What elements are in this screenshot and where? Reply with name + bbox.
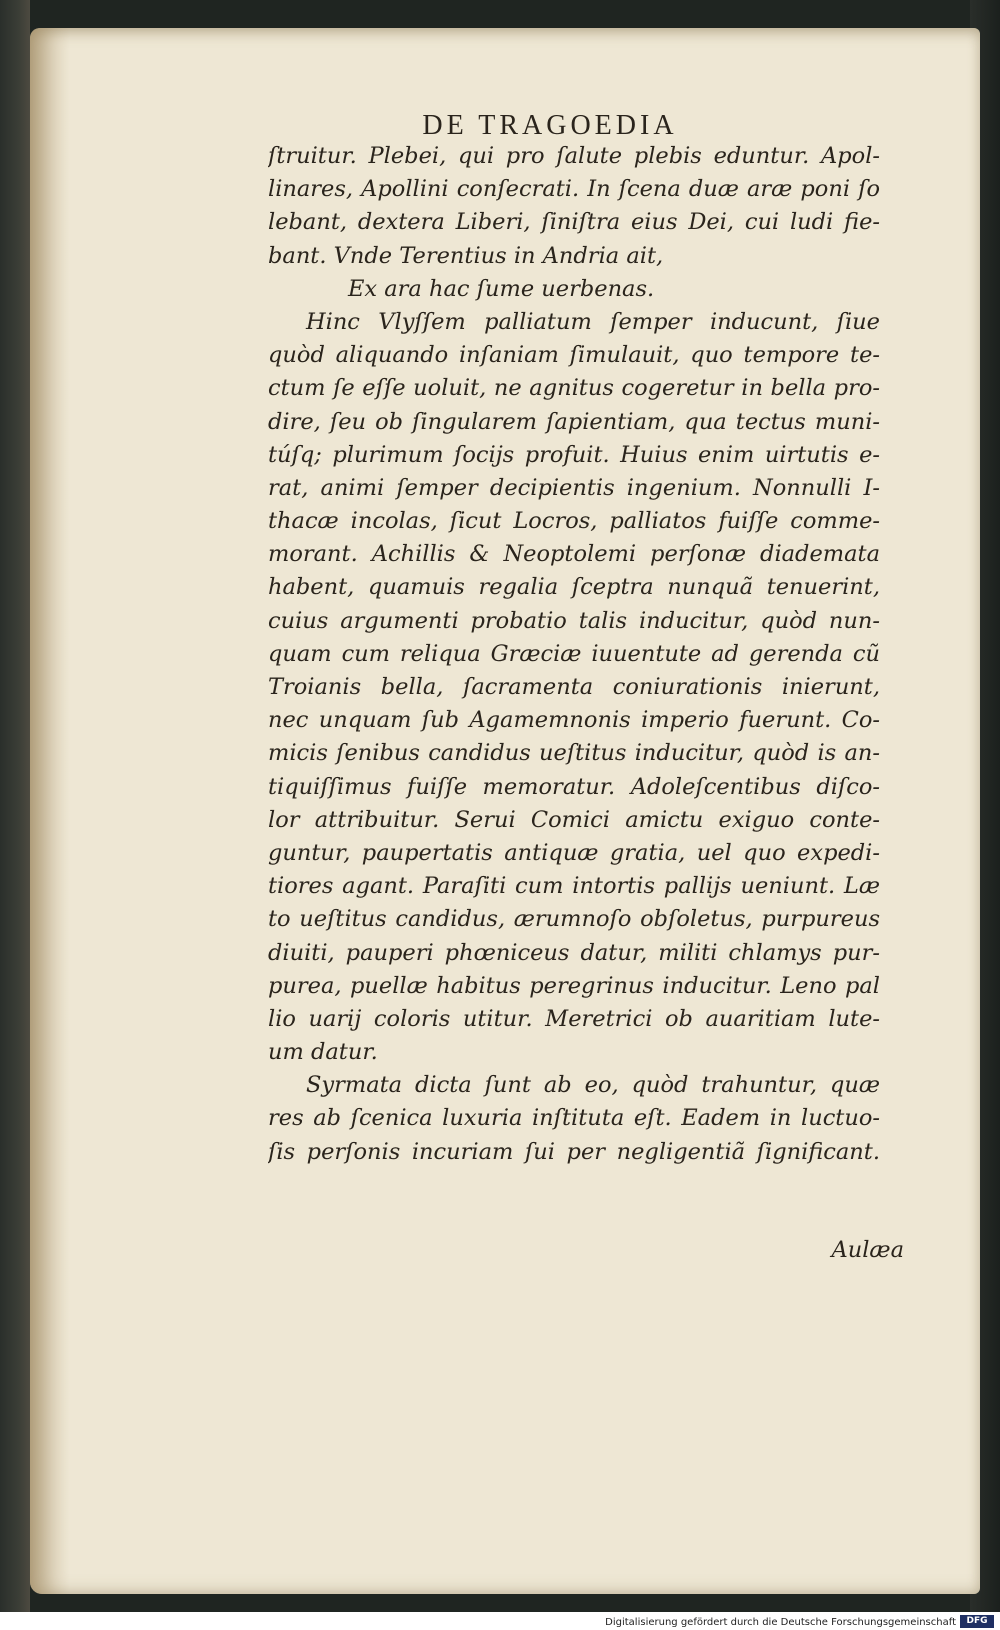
catchword: Aulæa (831, 1237, 904, 1263)
text-line: micis ſenibus candidus ueſtitus inducitur, quòd is an- (268, 740, 880, 767)
text-line: quòd aliquando inſaniam ſimulauit, quo tempore te- (268, 342, 880, 369)
text-line: diuiti, pauperi phœniceus datur, militi chlamys pur- (268, 939, 880, 966)
text-line: quam cum reliqua Græciæ iuuentute ad gerenda cũ (268, 640, 880, 667)
book-cover-edge (0, 0, 30, 1612)
paragraph-first-line: Syrmata dicta ſunt ab eo, quòd trahuntur, quæ (306, 1072, 880, 1099)
text-line: lio uarij coloris utitur. Meretrici ob auaritiam lute- (268, 1005, 880, 1032)
text-line: purea, puellæ habitus peregrinus inducitur. Leno pal (268, 972, 880, 999)
text-line: bant. Vnde Terentius in Andria ait, (268, 242, 664, 269)
text-line: morant. Achillis & Neoptolemi perſonæ diademata (268, 541, 880, 568)
text-line: linares, Apollini conſecrati. In ſcena duæ aræ poni ſo (268, 176, 880, 203)
text-line: dire, ſeu ob ſingularem ſapientiam, qua tectus muni- (268, 408, 880, 435)
text-line: cuius argumenti probatio talis inducitur, quòd nun- (268, 607, 880, 634)
text-line: túſq; plurimum ſocijs profuit. Huius enim uirtutis e- (268, 441, 880, 468)
text-line: to ueſtitus candidus, ærumnoſo obſoletus, purpureus (268, 906, 880, 933)
text-line: ſtruitur. Plebei, qui pro ſalute plebis eduntur. Apol- (268, 143, 880, 169)
text-line: lebant, dextera Liberi, ſiniſtra eius Dei, cui ludi fie- (268, 209, 880, 236)
text-line: Troianis bella, ſacramenta coniurationis inierunt, (268, 674, 880, 700)
body-text (268, 140, 880, 1169)
text-line: tiquiſſimus fuiſſe memoratur. Adoleſcentibus diſco- (268, 773, 880, 800)
text-line: um datur. (268, 1039, 378, 1066)
running-header: DE TRAGOEDIA (422, 110, 678, 141)
text-line: thacæ incolas, ſicut Locros, palliatos fuiſſe comme- (268, 508, 880, 535)
text-line: ctum ſe eſſe uoluit, ne agnitus cogeretur in bella pro- (268, 375, 880, 402)
footer-credit: Digitalisierung gefördert durch die Deutsche Forschungsgemeinschaft (605, 1617, 956, 1628)
text-line: ſis perſonis incuriam ſui per negligentiã ſignificant. (268, 1138, 880, 1165)
text-line: rat, animi ſemper decipientis ingenium. Nonnulli I- (268, 474, 880, 501)
text-line: res ab ſcenica luxuria inſtituta eſt. Eadem in luctuo- (268, 1105, 880, 1132)
text-line: lor attribuitur. Serui Comici amictu exiguo conte- (268, 806, 880, 833)
digitization-footer (0, 1612, 1000, 1630)
text-line: tiores agant. Paraſiti cum intortis pallijs ueniunt. Læ (268, 873, 880, 900)
text-line: guntur, paupertatis antiquæ gratia, uel quo expedi- (268, 839, 880, 866)
verse-quote-line: Ex ara hac ſume uerbenas. (348, 275, 655, 302)
dfg-logo: DFG (960, 1615, 994, 1628)
paragraph-first-line: Hinc Vlyſſem palliatum ſemper inducunt, ſiue (306, 308, 880, 335)
text-line: habent, quamuis regalia ſceptra nunquã tenuerint, (268, 574, 880, 601)
text-line: nec unquam ſub Agamemnonis imperio fuerunt. Co- (268, 707, 880, 734)
